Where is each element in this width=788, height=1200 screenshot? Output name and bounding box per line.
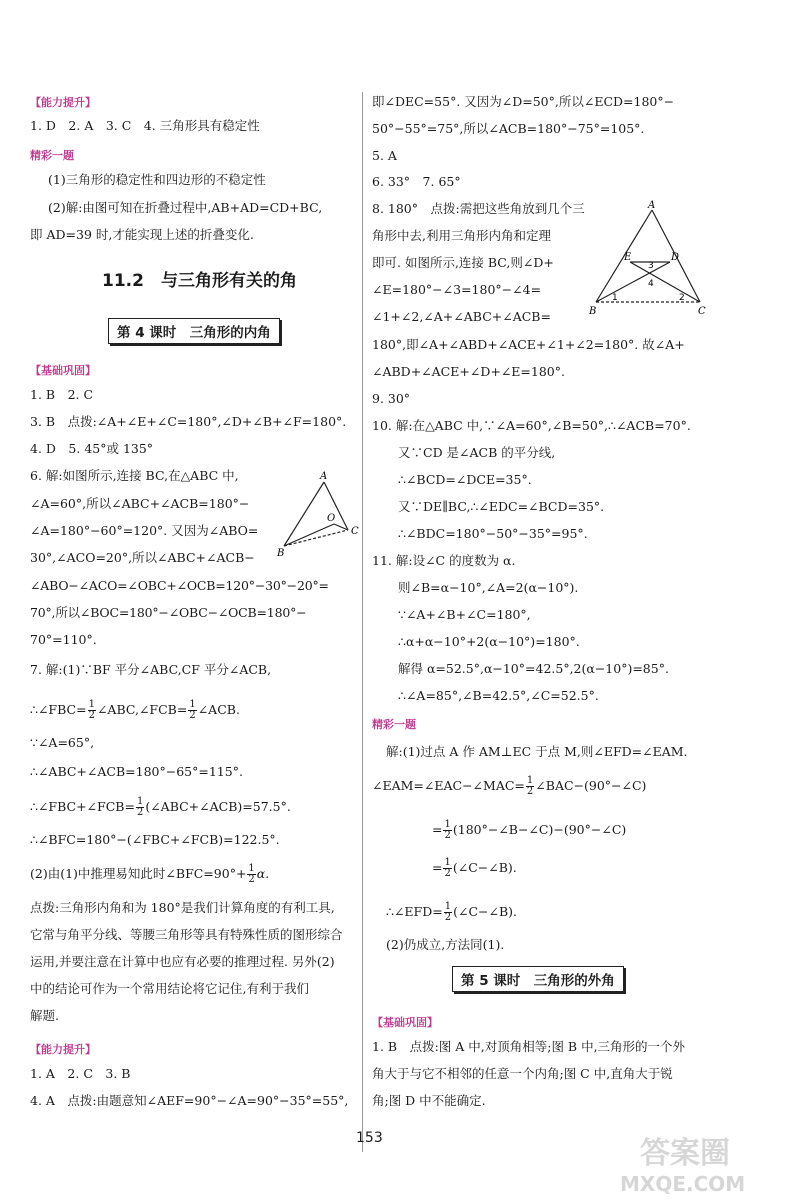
answer-line: 又∵DE∥BC,∴∠EDC=∠BCD=35°. (398, 499, 605, 514)
answer-line: 9. 30° (372, 391, 411, 406)
section-tag-ability: 【能力提升】 (30, 96, 96, 109)
answer-line: ∠1+∠2,∠A+∠ABC+∠ACB= (372, 309, 551, 324)
answer-line: ∴∠ABC+∠ACB=180°−65°=115°. (30, 764, 243, 779)
section-tag-basic: 【基础巩固】 (372, 1016, 438, 1029)
answer-line: 角形中去,利用三角形内角和定理 (372, 228, 551, 243)
label-A: A (320, 471, 328, 482)
answer-line: (2)解:由图可知在折叠过程中,AB+AD=CD+BC, (48, 200, 323, 215)
answer-line: 1. A 2. C 3. B (30, 1066, 131, 1081)
answer-line: 7. 解:(1)∵BF 平分∠ABC,CF 平分∠ACB, (30, 662, 272, 677)
angle-4-label: 4 (648, 279, 654, 289)
answer-line: ∠A=180°−60°=120°. 又因为∠ABO= (30, 523, 259, 538)
answer-line: 解:(1)过点 A 作 AM⊥EC 于点 M,则∠EFD=∠EAM. (386, 744, 688, 759)
answer-line: ∠E=180°−∠3=180°−∠4= (372, 282, 542, 297)
answer-line: ∴α+α−10°+2(α−10°)=180°. (398, 634, 580, 649)
label-B: B (589, 306, 597, 317)
label-D: D (671, 252, 680, 263)
answer-line: ∠A=60°,所以∠ABC+∠ACB=180°− (30, 496, 250, 511)
answer-line: 1. D 2. A 3. C 4. 三角形具有稳定性 (30, 118, 260, 133)
answer-line: ∠ABO−∠ACO=∠OBC+∠OCB=120°−30°−20°= (30, 578, 329, 593)
angle-1-label: 1 (612, 293, 618, 303)
label-E: E (624, 252, 632, 263)
answer-line: ∵∠A=65°, (30, 735, 95, 750)
page-number: 153 (356, 1130, 383, 1146)
angle-3-label: 3 (648, 261, 654, 271)
answer-line: 即∠DEC=55°. 又因为∠D=50°,所以∠ECD=180°− (372, 94, 675, 109)
answer-line: 1. B 2. C (30, 387, 94, 402)
answer-line: (2)仍成立,方法同(1). (386, 937, 505, 952)
answer-line: 运用,并要注意在计算中也应有必要的推理过程. 另外(2) (30, 954, 335, 969)
answer-line: 即 AD=39 时,才能实现上述的折叠变化. (30, 227, 254, 242)
answer-line: 180°,即∠A+∠ABD+∠ACE+∠1+∠2=180°. 故∠A+ (372, 337, 685, 352)
answer-line: ∴∠BDC=180°−50°−35°=95°. (398, 526, 588, 541)
answer-line: 角大于与它不相邻的任意一个内角;图 C 中,直角大于锐 (372, 1066, 673, 1081)
lesson-title: 第 4 课时 三角形的内角 (108, 318, 280, 344)
label-C: C (698, 306, 706, 317)
answer-line: 8. 180° 点拨:需把这些角放到几个三 (372, 201, 585, 216)
answer-line: 6. 解:如图所示,连接 BC,在△ABC 中, (30, 468, 239, 483)
answer-line: 70°,所以∠BOC=180°−∠OBC−∠OCB=180°− (30, 605, 307, 620)
answer-line: 5. A (372, 148, 397, 163)
answer-line: 角;图 D 中不能确定. (372, 1093, 486, 1108)
label-C: C (351, 526, 359, 537)
answer-line: 中的结论可作为一个常用结论将它记住,有利于我们 (30, 981, 309, 996)
watermark-url: MXQE.COM (620, 1172, 746, 1196)
section-title: 11.2 与三角形有关的角 (102, 271, 297, 291)
section-tag-ability: 【能力提升】 (30, 1043, 96, 1056)
answer-line: 10. 解:在△ABC 中,∵∠A=60°,∠B=50°,∴∠ACB=70°. (372, 418, 691, 433)
section-tag-jingcai: 精彩一题 (30, 149, 74, 162)
answer-line: ∴∠A=85°,∠B=42.5°,∠C=52.5°. (398, 688, 599, 703)
answer-line: ∠EAM=∠EAC−∠MAC= $\frac{1}{2}$ ∠BAC−(90°−∠C) (372, 775, 647, 797)
answer-line: ∵∠A+∠B+∠C=180°, (398, 607, 531, 622)
answer-line: 又∵CD 是∠ACB 的平分线, (398, 445, 556, 460)
angle-2-label: 2 (679, 293, 685, 303)
section-tag-jingcai: 精彩一题 (372, 718, 416, 731)
answer-line: 30°,∠ACO=20°,所以∠ABC+∠ACB− (30, 550, 255, 565)
triangle-figure-boc (274, 468, 366, 560)
answer-line: 则∠B=α−10°,∠A=2(α−10°). (398, 580, 579, 595)
answer-line: ∴∠BFC=180°−(∠FBC+∠FCB)=122.5°. (30, 832, 280, 847)
label-B: B (277, 548, 285, 559)
answer-line: ∠ABD+∠ACE+∠D+∠E=180°. (372, 364, 565, 379)
answer-line: 即可. 如图所示,连接 BC,则∠D+ (372, 255, 554, 270)
answer-line: (1)三角形的稳定性和四边形的不稳定性 (48, 172, 266, 187)
answer-line: ∴∠FBC+∠FCB= $\frac{1}{2}$ (∠ABC+∠ACB)=57.5°. (30, 796, 291, 818)
lesson-title: 第 5 课时 三角形的外角 (452, 966, 624, 992)
section-tag-basic: 【基础巩固】 (30, 364, 96, 377)
label-O: O (327, 513, 336, 524)
answer-line: 3. B 点拨:∠A+∠E+∠C=180°,∠D+∠B+∠F=180°. (30, 414, 347, 429)
answer-line: 解题. (30, 1008, 59, 1023)
answer-line: 6. 33° 7. 65° (372, 174, 461, 189)
answer-line: = $\frac{1}{2}$ (∠C−∠B). (432, 857, 517, 879)
answer-line: 点拨:三角形内角和为 180°是我们计算角度的有利工具, (30, 900, 335, 915)
answer-line: 它常与角平分线、等腰三角形等具有特殊性质的图形综合 (30, 927, 343, 942)
answer-line: 4. D 5. 45°或 135° (30, 441, 154, 456)
answer-line: (2)由(1)中推理易知此时∠BFC=90°+ $\frac{1}{2}$ α. (30, 863, 270, 885)
label-A: A (648, 200, 656, 211)
answer-line: 1. B 点拨:图 A 中,对顶角相等;图 B 中,三角形的一个外 (372, 1039, 686, 1054)
answer-line: 50°−55°=75°,所以∠ACB=180°−75°=105°. (372, 121, 645, 136)
watermark-logo: 答案圈 (640, 1136, 730, 1171)
answer-line: ∴∠BCD=∠DCE=35°. (398, 472, 532, 487)
answer-line: ∴∠FBC= $\frac{1}{2}$ ∠ABC,∠FCB= $\frac{1}{2}$ ∠ACB. (30, 699, 240, 721)
answer-line: 11. 解:设∠C 的度数为 α. (372, 553, 516, 568)
answer-line: 70°=110°. (30, 632, 97, 647)
answer-line: 解得 α=52.5°,α−10°=42.5°,2(α−10°)=85°. (398, 661, 669, 676)
answer-line: = $\frac{1}{2}$ (180°−∠B−∠C)−(90°−∠C) (432, 819, 627, 841)
column-divider (362, 92, 363, 1152)
triangle-figure-abc (586, 198, 710, 320)
answer-line: ∴∠EFD= $\frac{1}{2}$ (∠C−∠B). (386, 901, 518, 923)
answer-line: 4. A 点拨:由题意知∠AEF=90°−∠A=90°−35°=55°, (30, 1093, 349, 1108)
